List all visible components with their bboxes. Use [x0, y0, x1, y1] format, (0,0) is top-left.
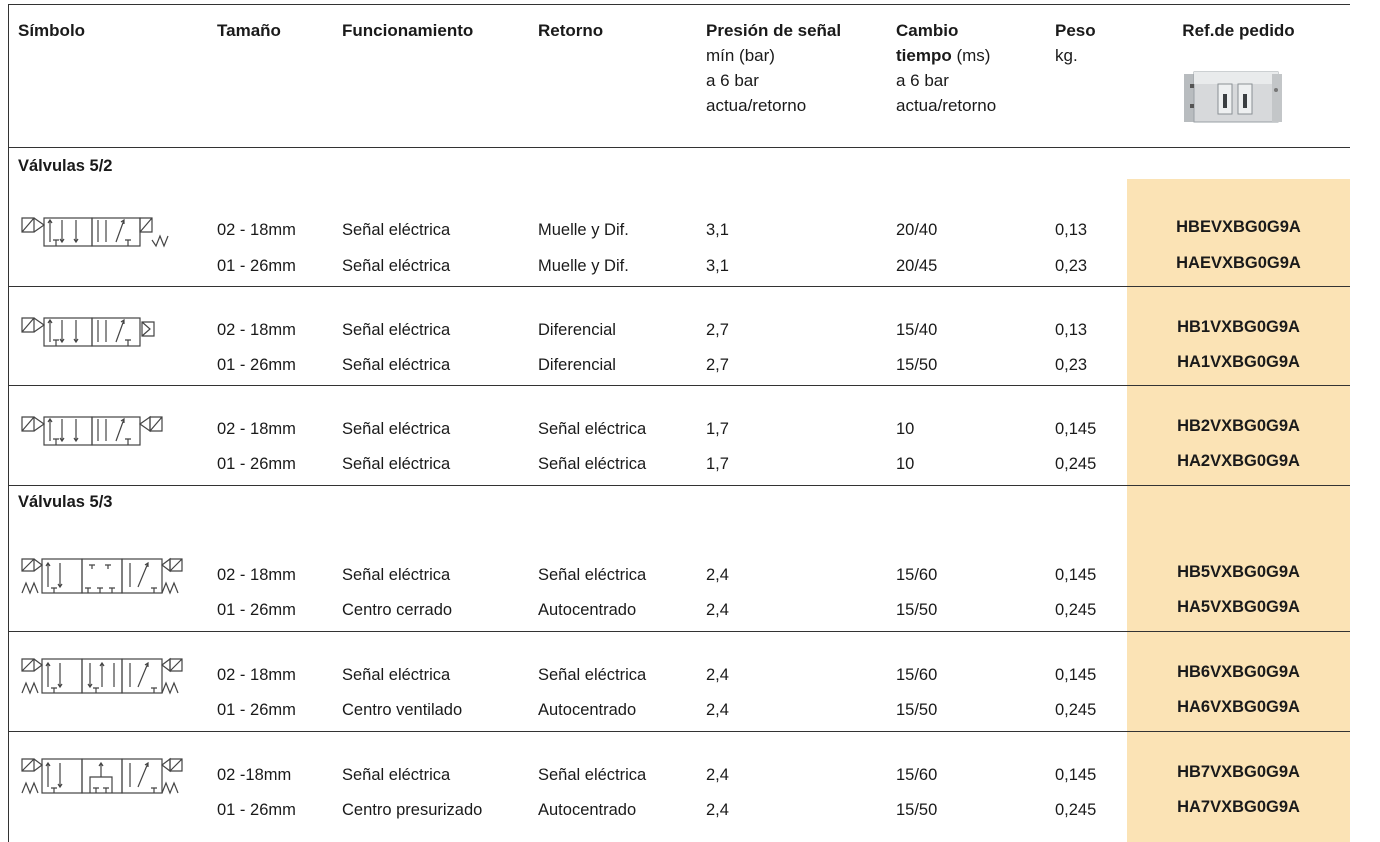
cell-funcionamiento: Señal eléctrica — [342, 321, 451, 339]
cell-peso: 0,23 — [1055, 257, 1088, 275]
cell-presion: 2,4 — [706, 566, 729, 584]
cell-funcionamiento: Señal eléctrica — [342, 420, 451, 438]
cell-retorno: Autocentrado — [538, 701, 637, 719]
cell-cambio: 15/40 — [896, 321, 938, 339]
rule-group-3 — [8, 485, 1350, 486]
cell-peso: 0,145 — [1055, 420, 1097, 438]
header-peso-unit: kg. — [1055, 46, 1078, 65]
section-title-5-3: Válvulas 5/3 — [18, 493, 113, 511]
cell-funcionamiento: Centro cerrado — [342, 601, 453, 619]
rule-group-5 — [8, 731, 1350, 732]
valve-5-3-closed-center-symbol — [20, 557, 185, 597]
rule-header-bottom — [8, 147, 1350, 148]
rule-left — [8, 4, 9, 842]
cell-tamano: 01 - 26mm — [217, 801, 296, 819]
cell-cambio: 10 — [896, 420, 915, 438]
cell-presion: 2,4 — [706, 666, 729, 684]
valve-5-2-differential-symbol — [20, 314, 180, 350]
header-simbolo: Símbolo — [18, 21, 86, 40]
cell-retorno: Autocentrado — [538, 601, 637, 619]
cell-presion: 1,7 — [706, 420, 729, 438]
cell-ref: HB2VXBG0G9A — [1177, 417, 1300, 435]
cell-retorno: Muelle y Dif. — [538, 221, 629, 239]
cell-peso: 0,13 — [1055, 221, 1088, 239]
cell-ref: HA1VXBG0G9A — [1177, 353, 1300, 371]
cell-funcionamiento: Señal eléctrica — [342, 356, 451, 374]
cell-peso: 0,245 — [1055, 701, 1097, 719]
cell-tamano: 02 - 18mm — [217, 321, 296, 339]
cell-presion: 2,4 — [706, 766, 729, 784]
header-presion: Presión de señal mín (bar) a 6 bar actua/retorno — [706, 18, 841, 118]
cell-tamano: 01 - 26mm — [217, 257, 296, 275]
cell-retorno: Muelle y Dif. — [538, 257, 629, 275]
order-column-highlight — [1127, 179, 1350, 842]
header-cambio: Cambio tiempo (ms) a 6 bar actua/retorno — [896, 18, 996, 118]
cell-retorno: Señal eléctrica — [538, 455, 647, 473]
valve-product-photo — [1180, 44, 1286, 142]
cell-ref: HA7VXBG0G9A — [1177, 798, 1300, 816]
valve-5-3-pressurized-center-symbol — [20, 757, 185, 797]
cell-ref: HB6VXBG0G9A — [1177, 663, 1300, 681]
cell-presion: 2,4 — [706, 701, 729, 719]
header-retorno: Retorno — [538, 21, 604, 40]
cell-ref: HAEVXBG0G9A — [1176, 254, 1301, 272]
header-peso: Peso kg. — [1055, 18, 1096, 68]
header-ref: Ref.de pedido — [1182, 21, 1295, 40]
cell-retorno: Autocentrado — [538, 801, 637, 819]
cell-retorno: Señal eléctrica — [538, 566, 647, 584]
cell-ref: HB5VXBG0G9A — [1177, 563, 1300, 581]
cell-retorno: Señal eléctrica — [538, 420, 647, 438]
cell-funcionamiento: Centro presurizado — [342, 801, 483, 819]
cell-tamano: 01 - 26mm — [217, 356, 296, 374]
cell-presion: 1,7 — [706, 455, 729, 473]
cell-cambio: 10 — [896, 455, 915, 473]
section-title-5-2: Válvulas 5/2 — [18, 157, 113, 175]
cell-cambio: 15/60 — [896, 566, 938, 584]
cell-ref: HBEVXBG0G9A — [1176, 218, 1301, 236]
rule-top — [8, 4, 1350, 5]
cell-ref: HB7VXBG0G9A — [1177, 763, 1300, 781]
cell-cambio: 15/50 — [896, 701, 938, 719]
cell-funcionamiento: Señal eléctrica — [342, 566, 451, 584]
rule-group-4 — [8, 631, 1350, 632]
cell-peso: 0,245 — [1055, 801, 1097, 819]
cell-presion: 2,4 — [706, 801, 729, 819]
valve-5-2-spring-symbol — [20, 214, 180, 250]
cell-cambio: 15/60 — [896, 666, 938, 684]
cell-ref: HB1VXBG0G9A — [1177, 318, 1300, 336]
cell-ref: HA2VXBG0G9A — [1177, 452, 1300, 470]
cell-retorno: Señal eléctrica — [538, 766, 647, 784]
header-presion-cond: a 6 bar — [706, 71, 759, 90]
cell-peso: 0,145 — [1055, 666, 1097, 684]
cell-presion: 2,7 — [706, 356, 729, 374]
cell-retorno: Diferencial — [538, 356, 616, 374]
cell-tamano: 01 - 26mm — [217, 601, 296, 619]
cell-tamano: 02 -18mm — [217, 766, 292, 784]
cell-peso: 0,145 — [1055, 766, 1097, 784]
cell-funcionamiento: Señal eléctrica — [342, 766, 451, 784]
cell-peso: 0,245 — [1055, 455, 1097, 473]
cell-peso: 0,23 — [1055, 356, 1088, 374]
cell-tamano: 01 - 26mm — [217, 701, 296, 719]
cell-cambio: 15/60 — [896, 766, 938, 784]
header-cambio-mode: actua/retorno — [896, 96, 997, 115]
header-presion-mode: actua/retorno — [706, 96, 807, 115]
cell-presion: 2,4 — [706, 601, 729, 619]
cell-cambio: 15/50 — [896, 601, 938, 619]
cell-funcionamiento: Señal eléctrica — [342, 221, 451, 239]
cell-peso: 0,145 — [1055, 566, 1097, 584]
cell-tamano: 02 - 18mm — [217, 420, 296, 438]
cell-funcionamiento: Centro ventilado — [342, 701, 463, 719]
rule-group-2 — [8, 385, 1350, 386]
cell-presion: 3,1 — [706, 221, 729, 239]
cell-presion: 2,7 — [706, 321, 729, 339]
cell-ref: HA5VXBG0G9A — [1177, 598, 1300, 616]
cell-cambio: 15/50 — [896, 801, 938, 819]
cell-tamano: 02 - 18mm — [217, 221, 296, 239]
cell-retorno: Diferencial — [538, 321, 616, 339]
header-funcionamiento: Funcionamiento — [342, 21, 474, 40]
header-presion-unit: mín (bar) — [706, 46, 775, 65]
rule-group-1 — [8, 286, 1350, 287]
valve-5-3-vented-center-symbol — [20, 657, 185, 697]
valve-5-2-double-solenoid-symbol — [20, 413, 180, 449]
cell-ref: HA6VXBG0G9A — [1177, 698, 1300, 716]
cell-funcionamiento: Señal eléctrica — [342, 666, 451, 684]
cell-cambio: 20/45 — [896, 257, 938, 275]
header-cambio-cond: a 6 bar — [896, 71, 949, 90]
cell-cambio: 20/40 — [896, 221, 938, 239]
cell-peso: 0,245 — [1055, 601, 1097, 619]
cell-funcionamiento: Señal eléctrica — [342, 257, 451, 275]
cell-retorno: Señal eléctrica — [538, 666, 647, 684]
cell-cambio: 15/50 — [896, 356, 938, 374]
header-tamano: Tamaño — [217, 21, 281, 40]
cell-presion: 3,1 — [706, 257, 729, 275]
cell-tamano: 02 - 18mm — [217, 666, 296, 684]
cell-funcionamiento: Señal eléctrica — [342, 455, 451, 473]
cell-tamano: 01 - 26mm — [217, 455, 296, 473]
cell-tamano: 02 - 18mm — [217, 566, 296, 584]
cell-peso: 0,13 — [1055, 321, 1088, 339]
